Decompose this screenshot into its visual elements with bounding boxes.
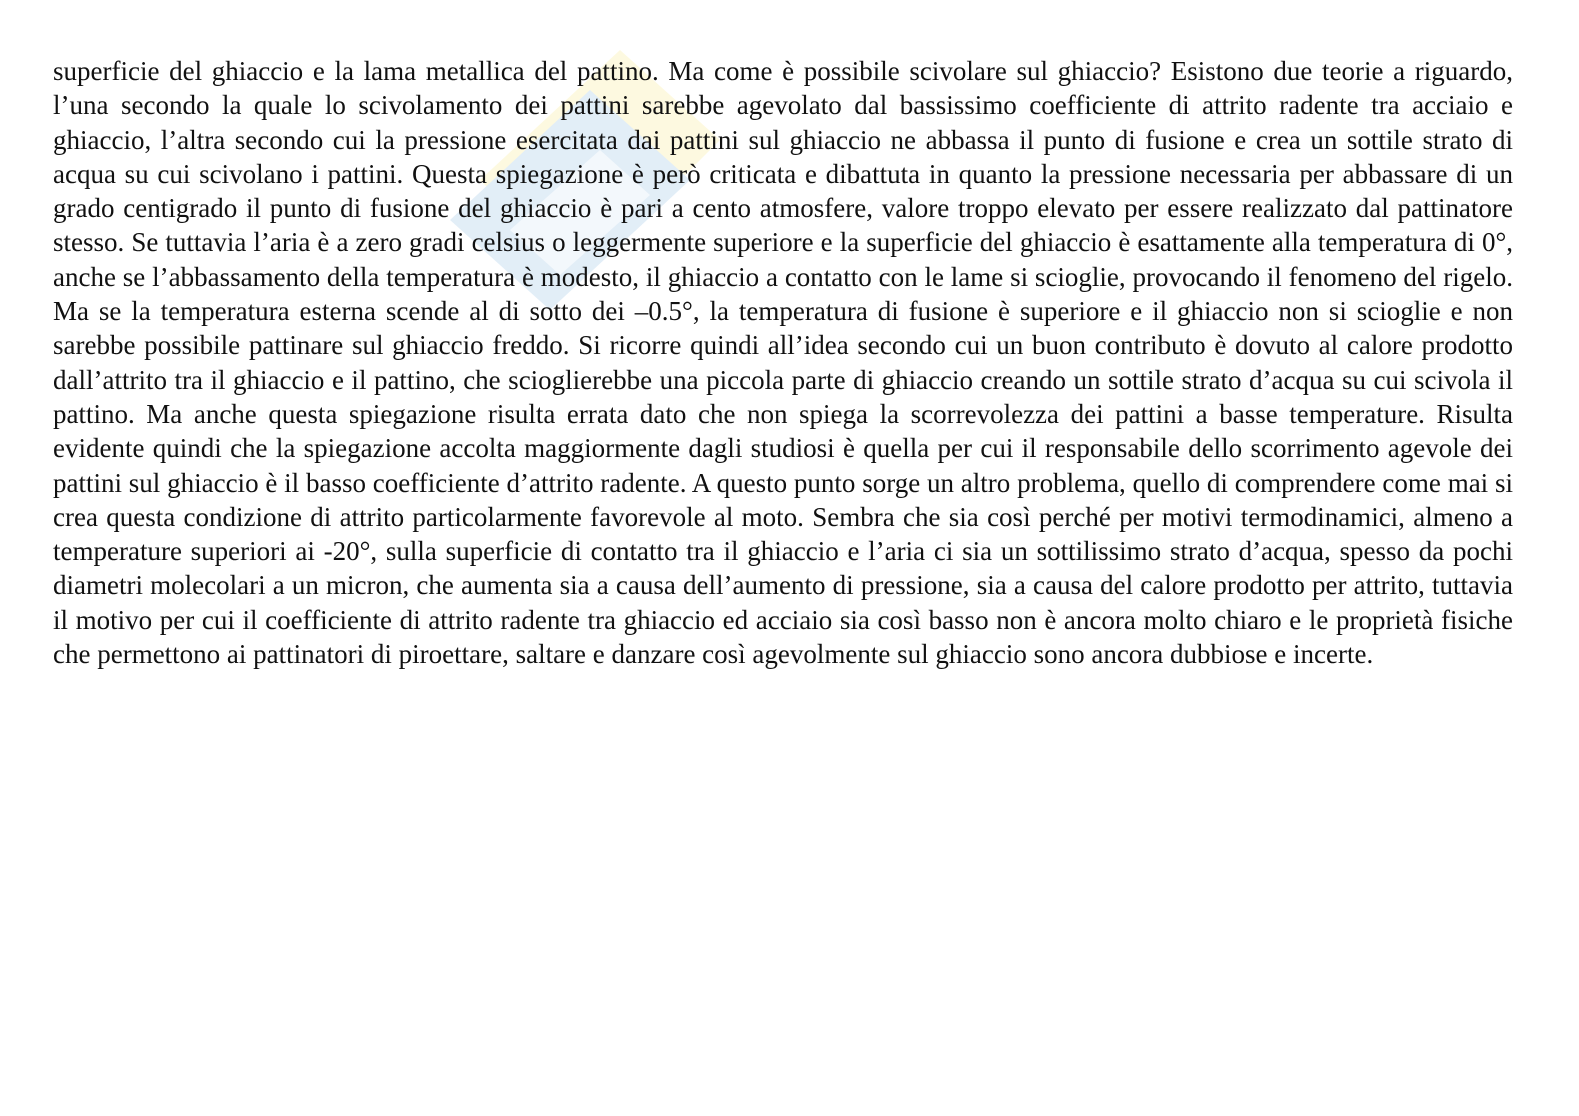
body-paragraph: superficie del ghiaccio e la lama metallica del pattino. Ma come è possibile scivolare sul ghiaccio? Esistono due teorie a riguardo, l’una secondo la quale lo scivolamento dei pattini sarebbe agevolato dal bassissimo coefficiente di attrito radente tra acciaio e ghiaccio, l’altra secondo cui la pressione esercitata dai pattini sul ghiaccio ne abbassa il punto di fusione e crea un sottile strato di acqua su cui scivolano i pattini. Questa spiegazione è però criticata e dibattuta in quanto la pressione necessaria per abbassare di un grado centigrado il punto di fusione del ghiaccio è pari a cento atmosfere, valore troppo elevato per essere realizzato dal pattinatore stesso. Se tuttavia l’aria è a zero gradi celsius o leggermente superiore e la superficie del ghiaccio è esattamente alla temperatura di 0°, anche se l’abbassamento della temperatura è modesto, il ghiaccio a contatto con le lame si scioglie, provocando il fenomeno del rigelo. Ma se la temperatura esterna scende al di sotto dei –0.5°, la temperatura di fusione è superiore e il ghiaccio non si scioglie e non sarebbe possibile pattinare sul ghiaccio freddo. Si ricorre quindi all’idea secondo cui un buon contributo è dovuto al calore prodotto dall’attrito tra il ghiaccio e il pattino, che scioglierebbe una piccola parte di ghiaccio creando un sottile strato d’acqua su cui scivola il pattino. Ma anche questa spiegazione risulta errata dato che non spiega la scorrevolezza dei pattini a basse temperature. Risulta evidente quindi che la spiegazione accolta maggiormente dagli studiosi è quella per cui il responsabile dello scorrimento agevole dei pattini sul ghiaccio è il basso coefficiente d’attrito radente. A questo punto sorge un altro problema, quello di comprendere come mai si crea questa condizione di attrito particolarmente favorevole al moto. Sembra che sia così perché per motivi termodinamici, almeno a temperature superiori ai -20°, sulla superficie di contatto tra il ghiaccio e l’aria ci sia un sottilissimo strato d’acqua, spesso da pochi diametri molecolari a un micron, che aumenta sia a causa dell’aumento di pressione, sia a causa del calore prodotto per attrito, tuttavia il motivo per cui il coefficiente di attrito radente tra ghiaccio ed acciaio sia così basso non è ancora molto chiaro e le proprietà fisiche che permettono ai pattinatori di piroettare, saltare e danzare così agevolmente sul ghiaccio sono ancora dubbiose e incerte. [53, 56, 1513, 670]
